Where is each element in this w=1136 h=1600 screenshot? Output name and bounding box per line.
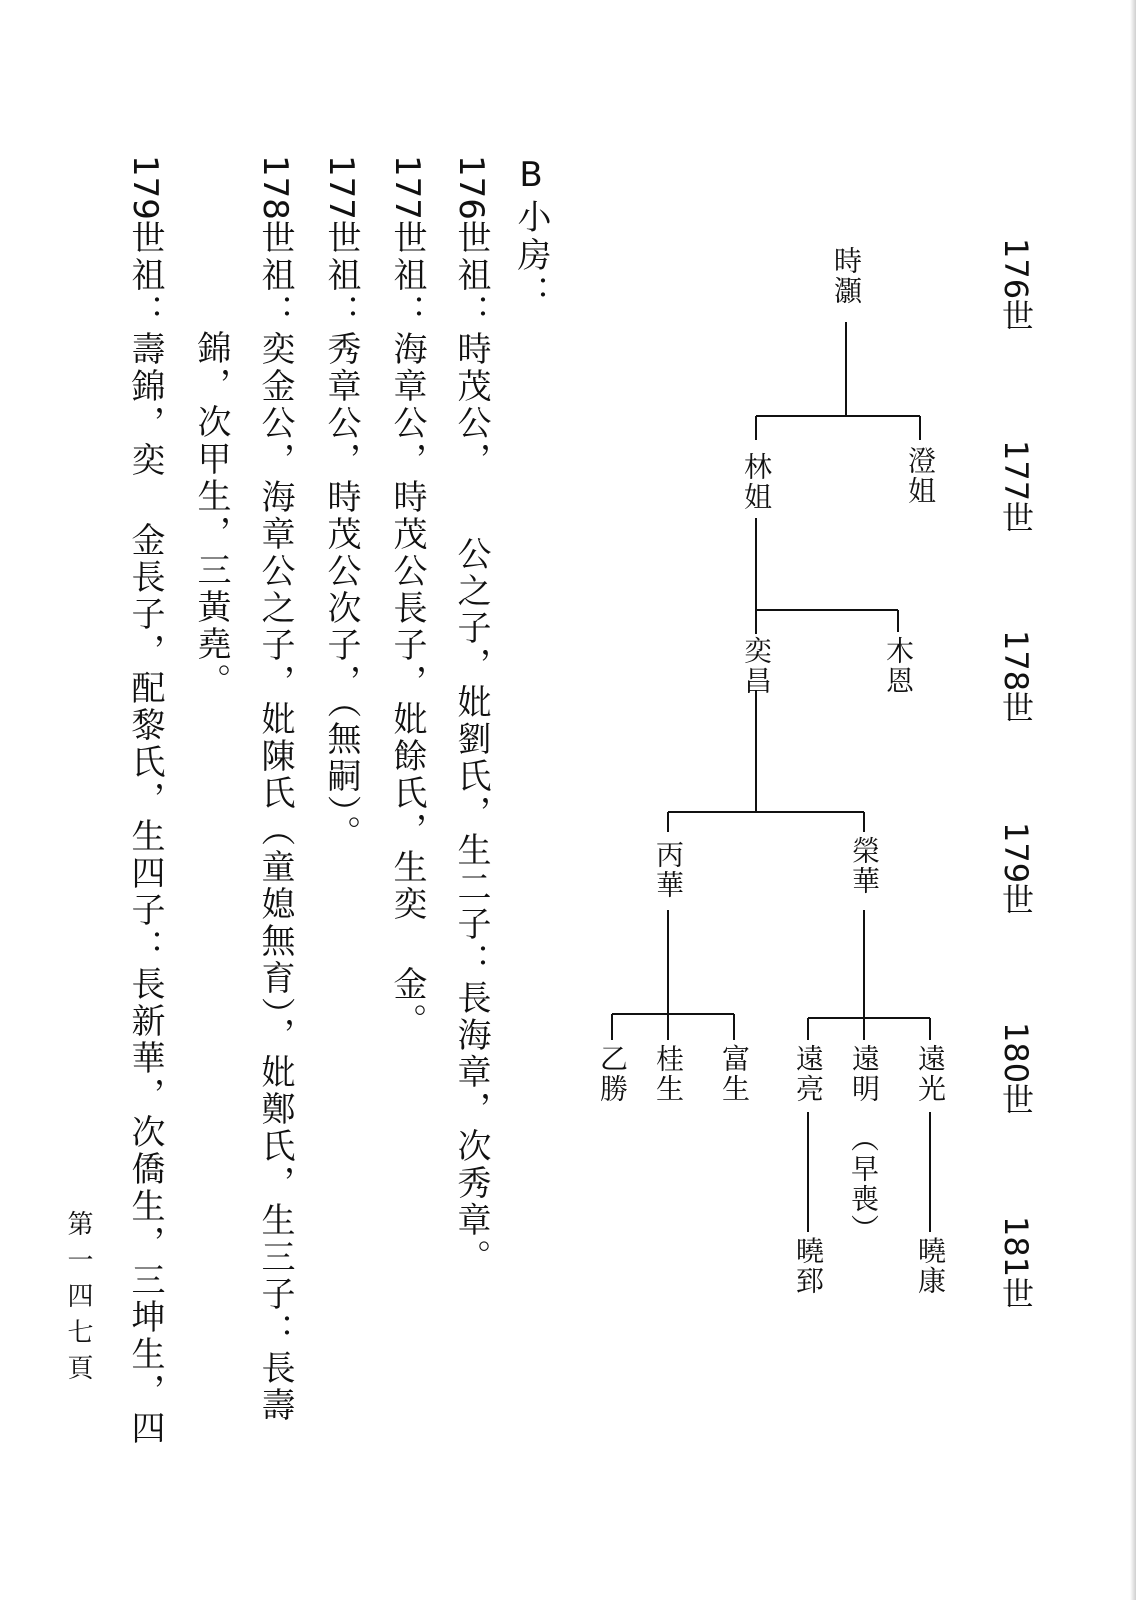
gen-label-176: 176世 <box>997 238 1035 332</box>
person-xiaokang: 曉康 <box>914 1236 947 1296</box>
person-ronghua: 榮華 <box>848 836 881 896</box>
gen-label-180: 180世 <box>997 1022 1035 1116</box>
person-yuanming: 遠明 <box>848 1044 881 1104</box>
entry-179 <box>124 155 166 1447</box>
entry-text: 錦，次甲生，三黃堯。 <box>191 330 231 700</box>
entry-gen: 179 <box>125 155 165 220</box>
entry-text: 奕金公，海章公之子，妣陳氏（童媳無育），妣鄭氏，生三子：長壽 <box>255 330 295 1424</box>
entry-text: 時茂公， 公之子，妣劉氏，生二子：長海章，次秀章。 <box>451 330 491 1276</box>
gen-label-181: 181世 <box>997 1216 1035 1310</box>
entry-gen: 178 <box>255 155 295 220</box>
person-yuanming-note: （早喪） <box>847 1124 880 1244</box>
entry-gen: 176 <box>451 155 491 220</box>
person-xiaoying: 曉郅 <box>792 1236 825 1296</box>
person-yuanguang: 遠光 <box>914 1044 947 1104</box>
entry-text: 秀章公，時茂公次子，（無嗣）。 <box>321 330 361 852</box>
entry-label: 世祖： <box>321 219 361 331</box>
person-yisheng: 乙勝 <box>596 1044 629 1104</box>
person-fusheng: 富生 <box>718 1044 751 1104</box>
entry-gen: 177 <box>321 155 361 220</box>
entry-178 <box>254 155 296 1424</box>
person-yichang: 奕昌 <box>740 636 773 696</box>
entry-177-xiuzhang <box>320 155 362 852</box>
entry-176 <box>450 155 492 1276</box>
person-dengjie: 澄姐 <box>904 446 937 506</box>
entry-text: 壽錦，奕 金長子，配黎氏，生四子：長新華，次僑生，三坤生，四 <box>125 330 165 1447</box>
person-linjie: 林姐 <box>740 452 773 512</box>
person-muen: 木恩 <box>882 636 915 696</box>
entry-label: 世祖： <box>387 219 427 331</box>
entry-text: 海章公，時茂公長子，妣餘氏，生奕 金。 <box>387 330 427 1040</box>
entry-label: 世祖： <box>125 219 165 331</box>
page-number: 第一四七頁 <box>63 1210 93 1390</box>
person-binghua: 丙華 <box>652 840 685 900</box>
entry-gen: 177 <box>387 155 427 220</box>
section-heading: B小房： <box>511 155 551 313</box>
entry-label: 世祖： <box>451 219 491 331</box>
entry-178-continued <box>190 330 232 700</box>
person-guisheng: 桂生 <box>652 1044 685 1104</box>
gen-label-177: 177世 <box>997 440 1035 534</box>
person-shihao: 時灝 <box>830 246 863 306</box>
person-yuanliang: 遠亮 <box>792 1044 825 1104</box>
gen-label-178: 178世 <box>997 630 1035 724</box>
entry-label: 世祖： <box>255 219 295 331</box>
entry-177-haizhang <box>386 155 428 1040</box>
gen-label-179: 179世 <box>997 822 1035 916</box>
